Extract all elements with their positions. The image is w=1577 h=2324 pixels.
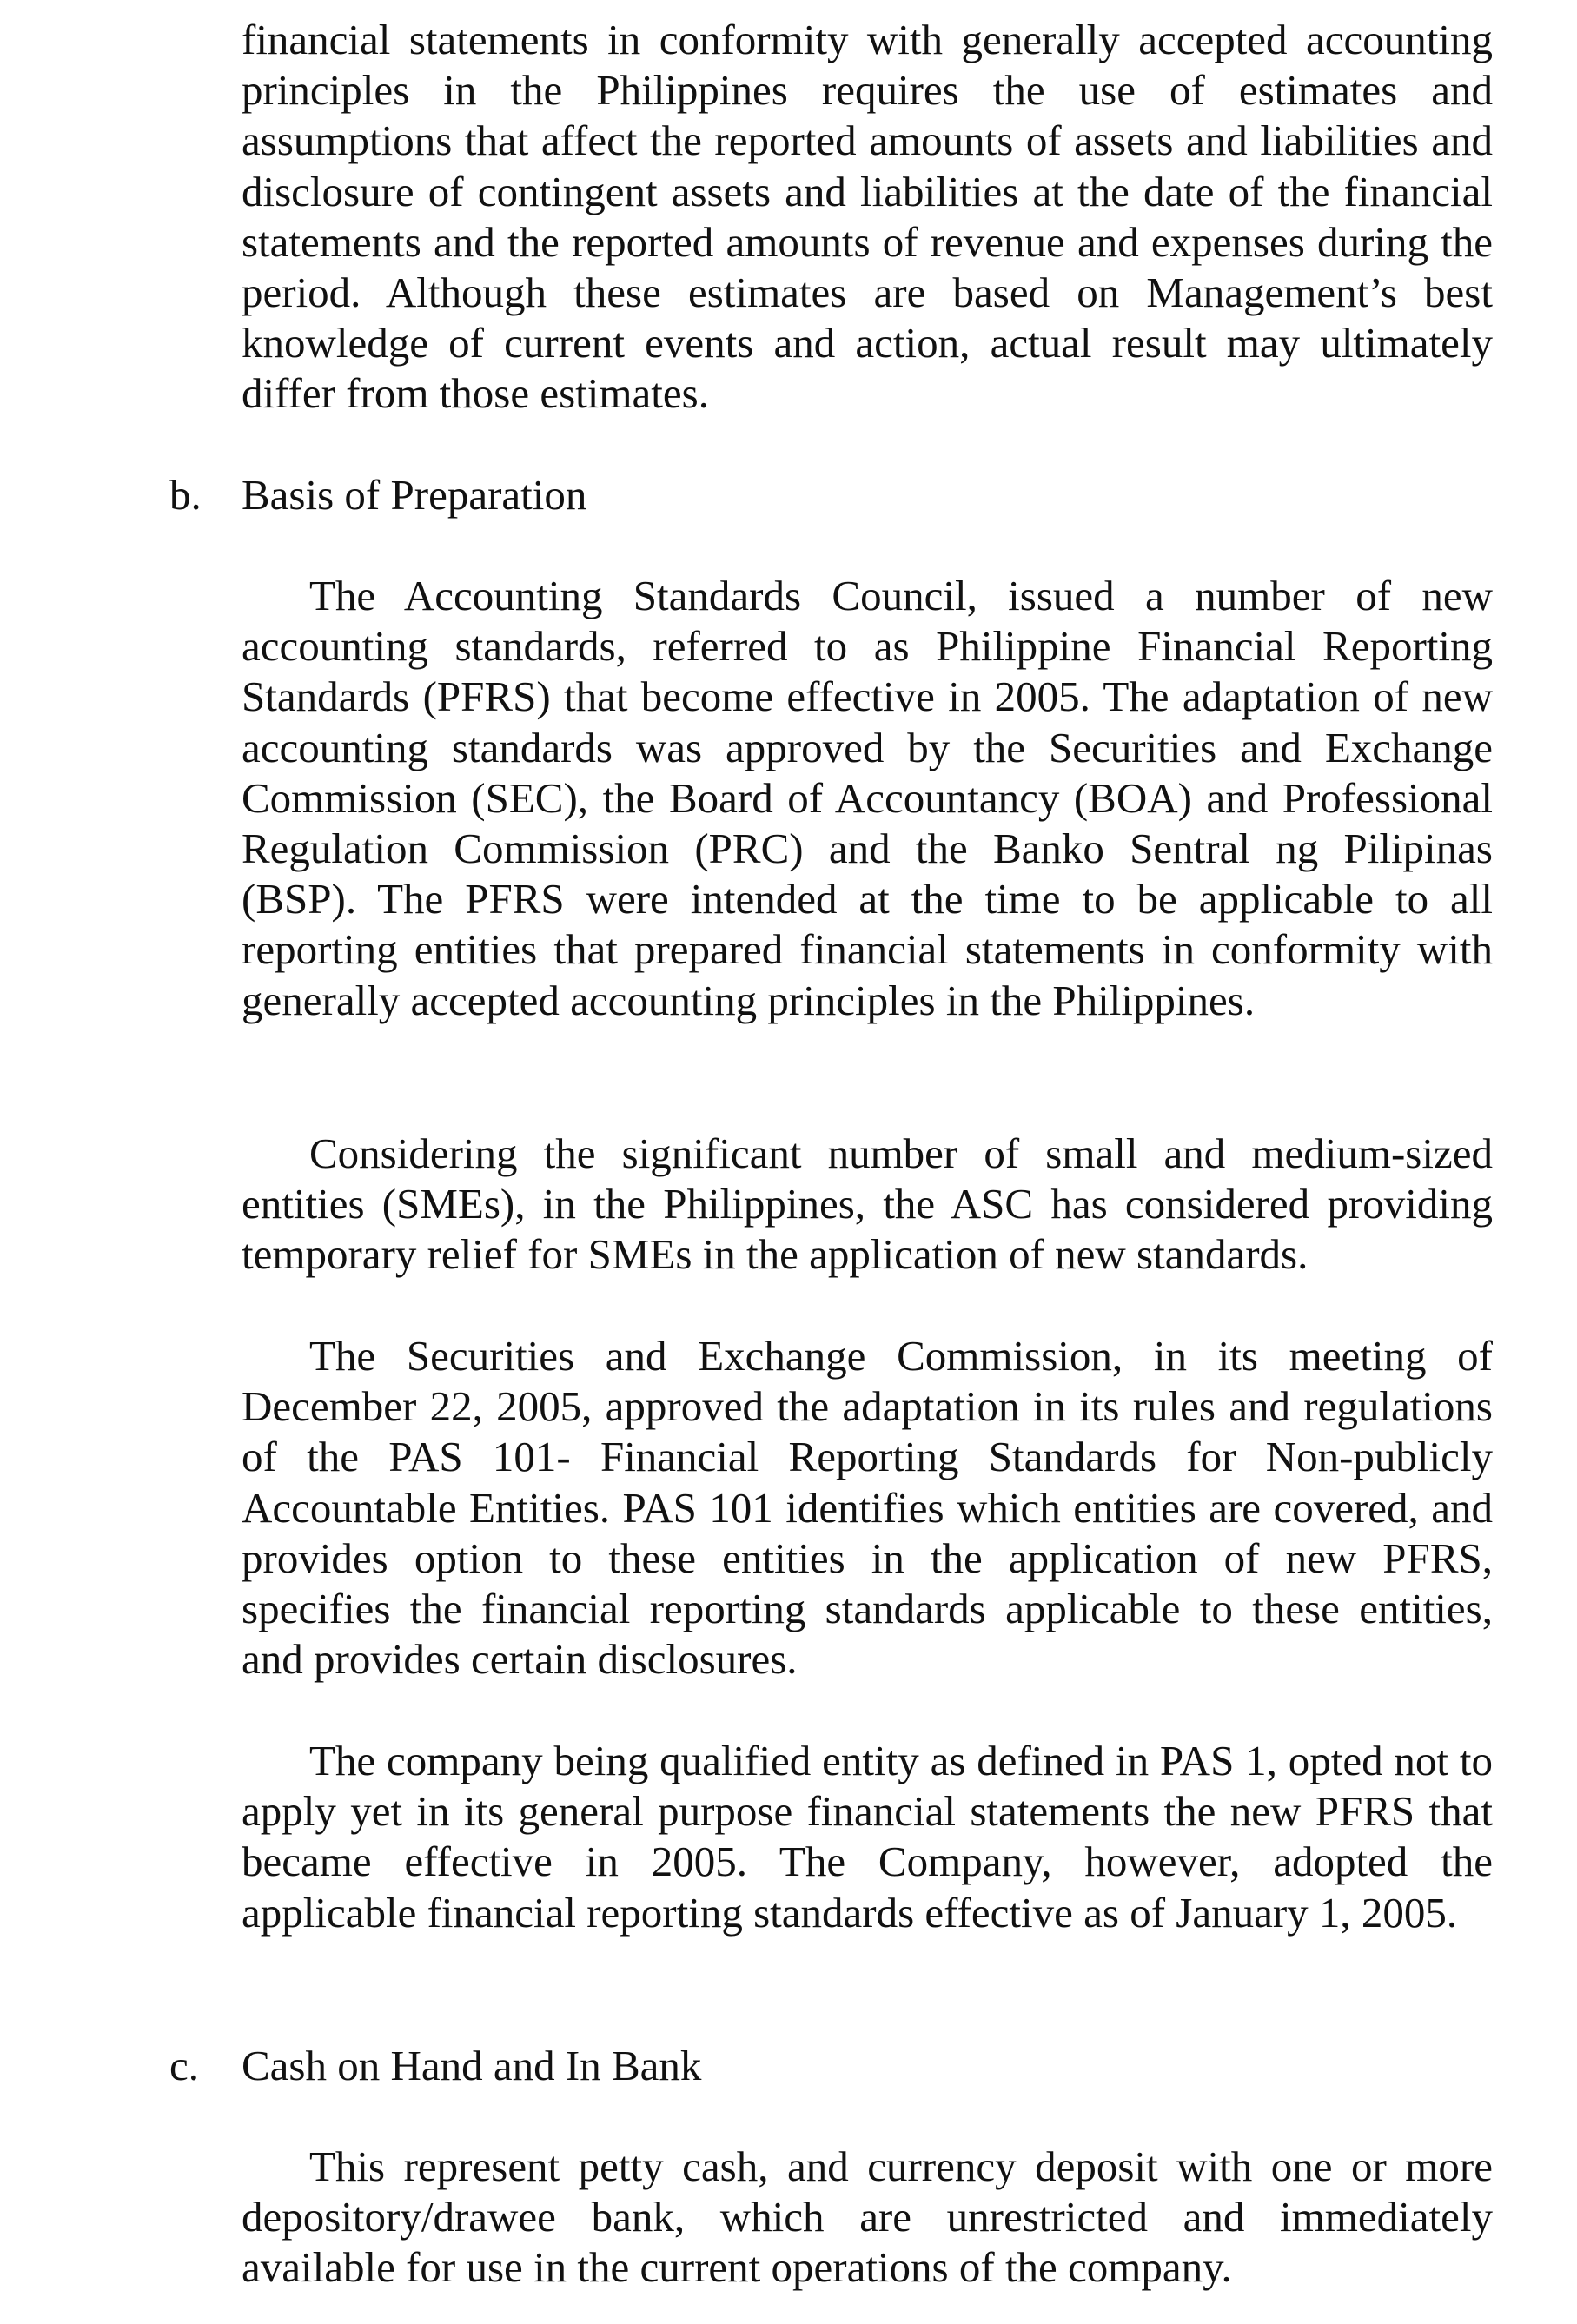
section-c-paragraph-1: This represent petty cash, and currency deposit with one or more depository/drawee bank, which are unrestricted and immediately available for use in the current operations of the company.	[242, 2142, 1493, 2292]
section-b-paragraph-2: Considering the significant number of small and medium-sized entities (SMEs), in the Philippines, the ASC has considered providing temporary relief for SMEs in the application of new standards.	[242, 1129, 1493, 1279]
section-b-paragraph-1: The Accounting Standards Council, issued a number of new accounting standards, referred to as Philippine Financial Reporting Standards (PFRS) that become effective in 2005. The adaptation of new accounting standards was approved by the Securities and Exchange Commission (SEC), the Board of Accountancy (BOA) and Professional Regulation Commission (PRC) and the Banko Sentral ng Pilipinas (BSP). The PFRS were intended at the time to be applicable to all reporting entities that prepared financial statements in conformity with generally accepted accounting principles in the Philippines.	[242, 572, 1493, 1024]
section-b-paragraph-4: The company being qualified entity as defined in PAS 1, opted not to apply yet in its general purpose financial statements the new PFRS that became effective in 2005. The Company, however, adopted the applicable financial reporting standards effective as of January 1, 2005.	[242, 1737, 1493, 1937]
section-b-marker: b.	[169, 471, 202, 519]
section-c-title: Cash on Hand and In Bank	[242, 2042, 702, 2089]
intro-paragraph: financial statements in conformity with generally accepted accounting principles in the Philippines requires the use of estimates and assumptions that affect the reported amounts of assets and liabilities and disclosure of contingent assets and liabilities at the date of the financial statements and the reported amounts of revenue and expenses during the period. Although these estimates are based on Management’s best knowledge of current events and action, actual result may ultimately differ from those estimates.	[242, 16, 1493, 418]
section-b-paragraph-3: The Securities and Exchange Commission, in its meeting of December 22, 2005, approved the adaptation in its rules and regulations of the PAS 101- Financial Reporting Standards for Non-publicly Accountable Entities. PAS 101 identifies which entities are covered, and provides option to these entities in the application of new PFRS, specifies the financial reporting standards applicable to these entities, and provides certain disclosures.	[242, 1332, 1493, 1684]
section-b-title: Basis of Preparation	[242, 471, 587, 519]
section-c-marker: c.	[169, 2042, 199, 2089]
